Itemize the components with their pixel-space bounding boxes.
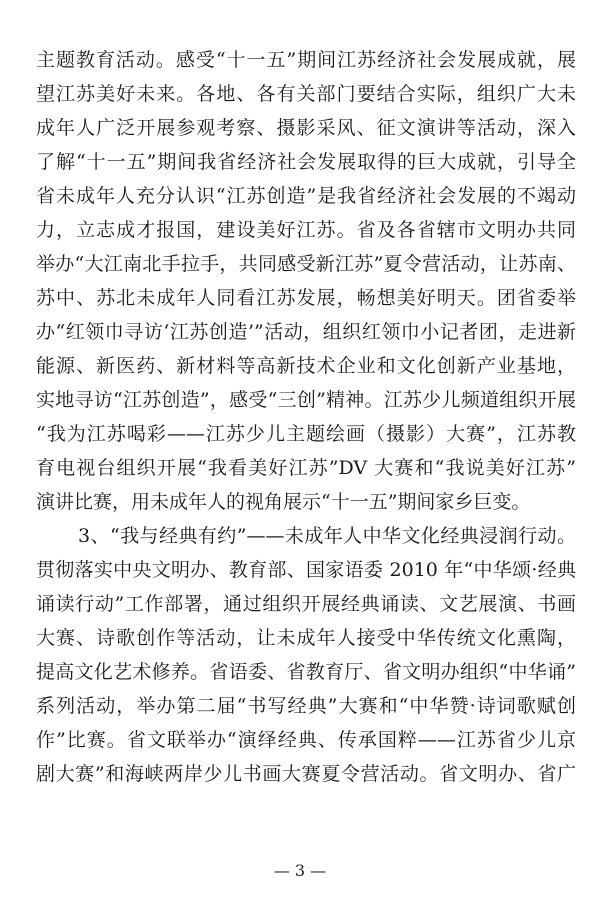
page-number: — 3 — — [273, 861, 327, 880]
text-line: 作”比赛。省文联举办“演绎经典、传承国粹——江苏省少儿京 — [36, 729, 576, 751]
text-line: 力，立志成才报国，建设美好江苏。省及各省辖市文明办共同 — [36, 219, 576, 241]
text-line: 苏中、苏北未成年人同看江苏发展，畅想美好明天。团省委举 — [36, 287, 576, 309]
text-line: 贯彻落实中央文明办、教育部、国家语委 2010 年“中华颂·经典 — [36, 559, 576, 581]
text-line: 诵读行动”工作部署，通过组织开展经典诵读、文艺展演、书画 — [36, 593, 576, 615]
text-line: 演讲比赛，用未成年人的视角展示“十一五”期间家乡巨变。 — [36, 491, 531, 513]
text-line: 办“红领巾寻访‘江苏创造’”活动，组织红领巾小记者团，走进新 — [36, 321, 576, 343]
text-line: 望江苏美好未来。各地、各有关部门要结合实际，组织广大未 — [36, 83, 576, 105]
text-line: 实地寻访“江苏创造”，感受“三创”精神。江苏少儿频道组织开展 — [36, 389, 576, 411]
text-line: 提高文化艺术修养。省语委、省教育厅、省文明办组织“中华诵” — [36, 661, 576, 683]
text-line: 省未成年人充分认识“江苏创造”是我省经济社会发展的不竭动 — [36, 185, 576, 207]
text-line: 育电视台组织开展“我看美好江苏”DV 大赛和“我说美好江苏” — [36, 457, 576, 479]
section-heading: 3、“我与经典有约”——未成年人中华文化经典浸润行动。 — [78, 525, 576, 547]
text-line: 主题教育活动。感受“十一五”期间江苏经济社会发展成就，展 — [36, 49, 576, 71]
text-line: 系列活动，举办第二届“书写经典”大赛和“中华赞·诗词歌赋创 — [36, 695, 576, 717]
text-line: 了解“十一五”期间我省经济社会发展取得的巨大成就，引导全 — [36, 151, 576, 173]
text-line: “我为江苏喝彩——江苏少儿主题绘画（摄影）大赛”，江苏教 — [36, 423, 576, 445]
text-line: 举办“大江南北手拉手，共同感受新江苏”夏令营活动，让苏南、 — [36, 253, 576, 275]
text-line: 成年人广泛开展参观考察、摄影采风、征文演讲等活动，深入 — [36, 117, 576, 139]
text-line: 大赛、诗歌创作等活动，让未成年人接受中华传统文化熏陶， — [36, 627, 576, 649]
text-line: 能源、新医药、新材料等高新技术企业和文化创新产业基地， — [36, 355, 576, 377]
text-line: 剧大赛”和海峡两岸少儿书画大赛夏令营活动。省文明办、省广 — [36, 763, 576, 785]
